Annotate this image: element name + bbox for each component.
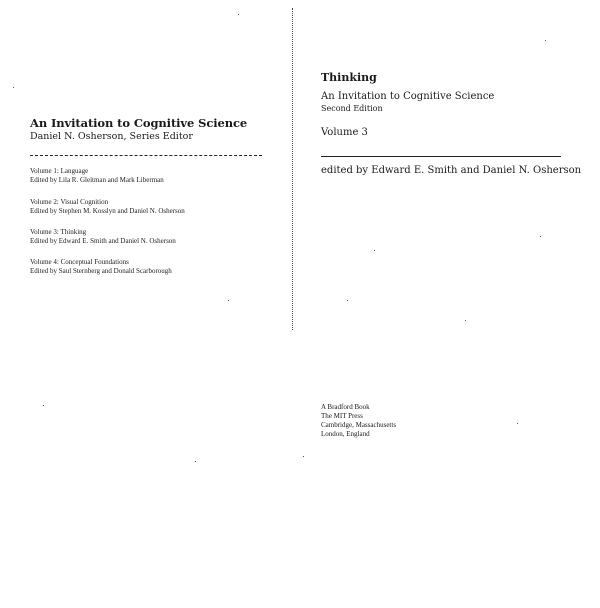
scan-speck [374, 250, 375, 251]
volume-entry-2 [30, 198, 185, 216]
book-title: Thinking [321, 71, 377, 84]
scan-speck [517, 423, 518, 424]
left-divider [30, 155, 262, 156]
scan-speck [545, 40, 546, 41]
scan-speck [238, 14, 239, 15]
volume-editors: Edited by Saul Sternberg and Donald Scarborough [30, 267, 172, 275]
volume-editors: Edited by Lila R. Gleitman and Mark Liberman [30, 176, 164, 184]
book-edition: Second Edition [321, 104, 383, 113]
volume-editors: Edited by Edward E. Smith and Daniel N. Osherson [30, 237, 176, 245]
volume-title: Volume 2: Visual Cognition [30, 198, 109, 206]
volume-title: Volume 3: Thinking [30, 228, 87, 236]
publisher-line: Cambridge, Massachusetts [321, 421, 397, 429]
publisher-line: A Bradford Book [321, 403, 370, 411]
series-editor: Daniel N. Osherson, Series Editor [30, 131, 193, 142]
scan-speck [303, 456, 304, 457]
series-title: An Invitation to Cognitive Science [30, 116, 248, 130]
volume-title: Volume 1: Language [30, 167, 89, 175]
scan-speck [465, 320, 466, 321]
scan-speck [228, 300, 229, 301]
volume-editors: Edited by Stephen M. Kosslyn and Daniel N. Osherson [30, 207, 185, 215]
publisher-block [321, 403, 396, 439]
volume-entry-1 [30, 167, 164, 185]
volume-entry-4 [30, 258, 172, 276]
page-gutter [292, 8, 293, 330]
scan-speck [13, 87, 14, 88]
volume-entry-3 [30, 228, 176, 246]
publisher-line: The MIT Press [321, 412, 363, 420]
publisher-line: London, England [321, 430, 370, 438]
book-editors: edited by Edward E. Smith and Daniel N. Osherson [321, 165, 582, 176]
scan-speck [540, 236, 541, 237]
volume-title: Volume 4: Conceptual Foundations [30, 258, 129, 266]
scan-speck [43, 405, 44, 406]
book-subtitle: An Invitation to Cognitive Science [321, 91, 495, 102]
scan-speck [195, 461, 196, 462]
scan-speck [347, 300, 348, 301]
book-volume: Volume 3 [321, 127, 368, 138]
right-divider [321, 156, 561, 157]
